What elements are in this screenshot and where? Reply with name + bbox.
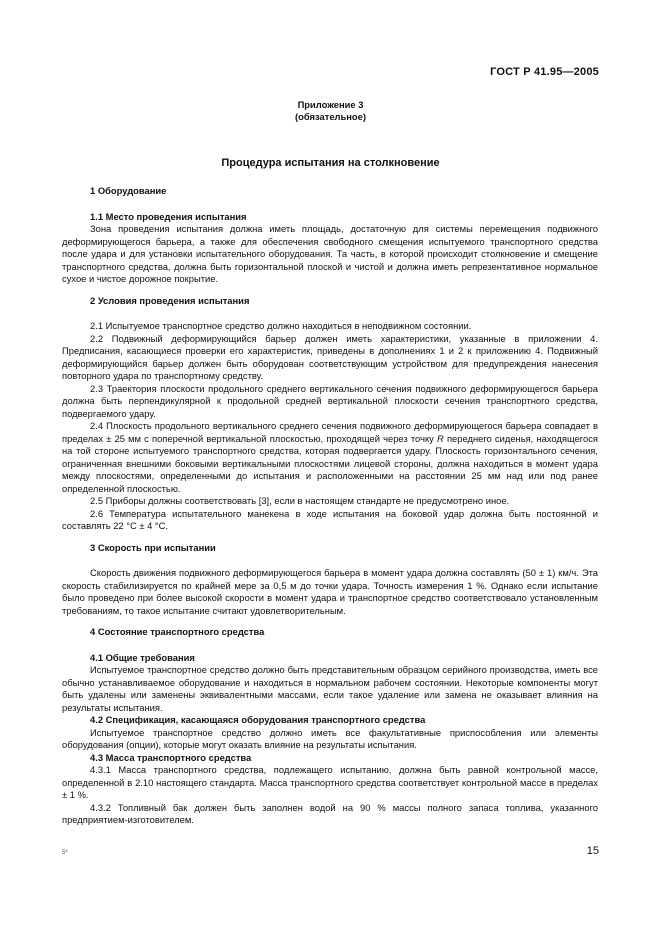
section-2-heading: 2 Условия проведения испытания — [90, 294, 250, 306]
section-3-text: Скорость движения подвижного деформирующегося барьера в момент удара должна составлять (50 ± 1) км/ч. Эта скорость стабилизируется по крайней мере за 0,5 м до точки удара. Точность измерения 1 %. Однако если испытание было проведено при более высокой скорости в момент удара и транспортное средство соответствовало установленным требованиям, то такое испытание считают удовлетворительным. — [62, 567, 598, 616]
standard-number: ГОСТ Р 41.95—2005 — [490, 66, 599, 78]
page-title: Процедура испытания на столкновение — [221, 157, 440, 169]
section-2-5-text: 2.5 Приборы должны соответствовать [3], если в настоящем стандарте не предусмотрено иное. — [90, 495, 510, 506]
section-2-1-text: 2.1 Испытуемое транспортное средство должно находиться в неподвижном состоянии. — [90, 320, 472, 331]
section-4-1-text: Испытуемое транспортное средство должно быть представительным образцом серийного производства, иметь все обычно устанавливаемое оборудование и находиться в нормальном рабочем состоянии. Некоторые компоненты могут быть удалены или заменены эквивалентными массами, если такое удаление или замена не оказывает влияния на результаты испытания. — [62, 664, 598, 713]
sheet-mark: 5* — [62, 850, 68, 856]
section-2-3-text: 2.3 Траектория плоскости продольного среднего вертикального сечения подвижного деформирующегося барьера должна быть перпендикулярной к продольной средней вертикальной плоскости сечения транспортного средства, подвергаемого удару. — [62, 382, 598, 419]
annex-label: Приложение 3 — [297, 99, 364, 110]
section-1-1-text: Зона проведения испытания должна иметь площадь, достаточную для системы перемещения подвижного деформирующегося барьера, а также для обеспечения свободного смещения испытуемого транспортного средства после удара и для установки испытательного оборудования. Та часть, в которой происходит столкновение и смещение транспортного средства, должна быть горизонтальной плоской и чистой и должна иметь репрезентативное нормальное сухое и чистое дорожное покрытие. — [62, 223, 598, 284]
document-body — [62, 185, 598, 827]
page-number: 15 — [586, 845, 599, 857]
section-4-1-heading: 4.1 Общие требования — [90, 651, 195, 663]
section-4-heading: 4 Состояние транспортного средства — [90, 626, 265, 637]
section-4-3-heading: 4.3 Масса транспортного средства — [90, 751, 252, 763]
section-2-6-text: 2.6 Температура испытательного манекена в ходе испытания на боковой удар должна быть постоянной и составлять 22 °С ± 4 °С. — [62, 507, 598, 531]
section-4-2-text: Испытуемое транспортное средство должно иметь все факультативные приспособления или элементы оборудования (опции), которые могут оказать влияние на результаты испытания. — [62, 726, 598, 750]
section-4-3-1-text: 4.3.1 Масса транспортного средства, подлежащего испытанию, должна быть равной контрольной массе, определенной в 2.10 настоящего стандарта. Масса транспортного средства соответствует контрольной массе в пределах ± 1 %. — [62, 764, 598, 800]
section-4-3-2-text: 4.3.2 Топливный бак должен быть заполнен водой на 90 % массы полного запаса топлива, указанного предприятием-изготовителем. — [62, 801, 598, 825]
section-1-heading: 1 Оборудование — [90, 185, 167, 196]
point-r-symbol: R — [437, 432, 444, 444]
section-2-4-text — [62, 420, 598, 495]
section-2-4-part-b: переднего сиденья, находящегося на той стороне испытуемого транспортного средства, которая подвергается удару. Плоскость горизонтального сечения, ограниченная внешними боковыми вертикальными плоскостями лицевой стороны, должна находиться в момент удара между плоскостями, определенными до испытания и расположенными на расстоянии 25 мм над или под ранее определенной плоскостью. — [62, 432, 598, 494]
section-2-4-part-a: 2.4 Плоскость продольного вертикального среднего сечения подвижного деформирующегося барьера совпадает в пределах ± 25 мм с поперечной вертикальной плоскостью, проходящей через точку — [62, 420, 598, 444]
section-4-2-heading: 4.2 Спецификация, касающаяся оборудования транспортного средства — [90, 714, 426, 725]
annex-status: (обязательное) — [295, 111, 366, 122]
section-3-heading: 3 Скорость при испытании — [90, 541, 216, 553]
section-1-1-heading: 1.1 Место проведения испытания — [90, 210, 247, 222]
section-2-2-text: 2.2 Подвижный деформирующийся барьер должен иметь характеристики, указанные в приложении 4. Предписания, касающиеся проверки его характеристик, приведены в дополнениях 1 и 2 к приложению 4. Подвижный деформирующийся барьер должен быть оборудован соответствующим устройством для предупреждения нанесения повторного удара по транспортному средству. — [62, 332, 598, 381]
